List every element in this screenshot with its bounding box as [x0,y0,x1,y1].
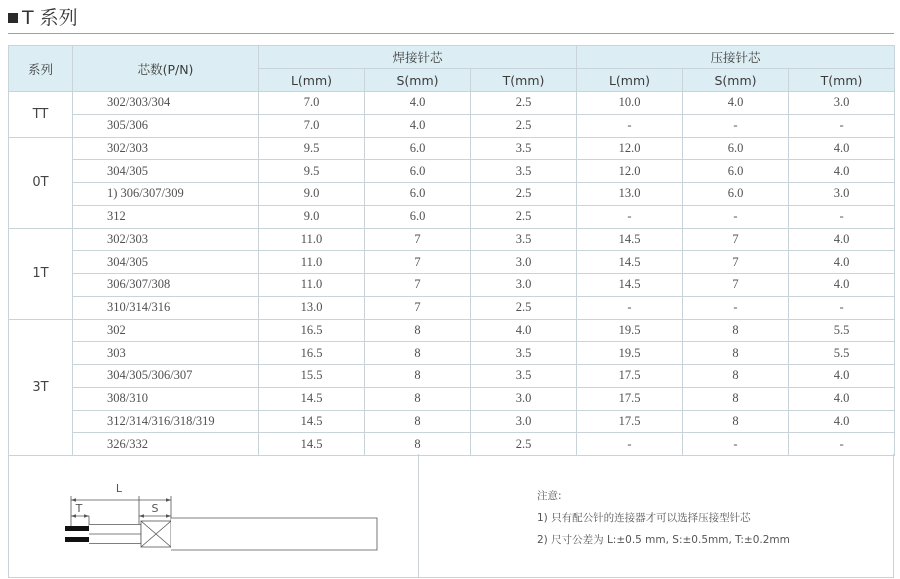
crimp-s-cell: - [683,433,789,456]
note-item: 1) 只有配公针的连接器才可以选择压接型针芯 [537,512,751,524]
solder-t-cell: 3.0 [471,410,577,433]
label-s: S [151,502,159,515]
table-row [9,410,895,433]
table-row [9,319,895,342]
pn-cell: 312/314/316/318/319 [73,410,259,433]
solder-t-cell: 3.5 [471,365,577,388]
header-crimp-t: T(mm) [789,69,895,92]
pn-cell: 1) 306/307/309 [73,183,259,206]
pn-cell: 312 [73,205,259,228]
solder-t-cell: 3.0 [471,251,577,274]
crimp-l-cell: - [577,114,683,137]
pn-cell: 305/306 [73,114,259,137]
crimp-l-cell: 14.5 [577,251,683,274]
crimp-l-cell: - [577,433,683,456]
pn-cell: 304/305 [73,251,259,274]
solder-t-cell: 2.5 [471,92,577,115]
solder-s-cell: 8 [365,365,471,388]
crimp-l-cell: 10.0 [577,92,683,115]
crimp-l-cell: 14.5 [577,228,683,251]
solder-s-cell: 8 [365,410,471,433]
table-row [9,137,895,160]
solder-t-cell: 3.5 [471,342,577,365]
crimp-t-cell: - [789,296,895,319]
crimp-s-cell: 8 [683,410,789,433]
solder-t-cell: 3.5 [471,228,577,251]
crimp-t-cell: 5.5 [789,319,895,342]
crimp-s-cell: 8 [683,319,789,342]
crimp-s-cell: - [683,205,789,228]
solder-l-cell: 16.5 [259,342,365,365]
crimp-t-cell: 4.0 [789,410,895,433]
pn-cell: 302/303 [73,137,259,160]
header-series: 系列 [9,46,73,92]
wire-pin-upper [65,526,91,531]
solder-l-cell: 14.5 [259,433,365,456]
pn-cell: 304/305/306/307 [73,365,259,388]
solder-t-cell: 2.5 [471,114,577,137]
solder-l-cell: 9.0 [259,205,365,228]
title-square-icon [8,13,18,23]
solder-l-cell: 9.0 [259,183,365,206]
solder-l-cell: 9.5 [259,160,365,183]
table-row [9,228,895,251]
header-solder-group: 焊接针芯 [259,46,577,69]
solder-t-cell: 2.5 [471,205,577,228]
solder-t-cell: 4.0 [471,319,577,342]
series-cell: 1T [9,228,73,319]
footer-divider [418,454,419,577]
crimp-t-cell: - [789,433,895,456]
table-row [9,387,895,410]
pn-cell: 310/314/316 [73,296,259,319]
series-cell: 3T [9,319,73,456]
title-divider [8,33,894,34]
crimp-s-cell: 7 [683,228,789,251]
solder-s-cell: 8 [365,319,471,342]
cable-jacket [171,518,377,550]
solder-s-cell: 8 [365,342,471,365]
crimp-t-cell: - [789,114,895,137]
crimp-s-cell: 8 [683,365,789,388]
solder-l-cell: 7.0 [259,92,365,115]
header-solder-l: L(mm) [259,69,365,92]
wire-pin-lower [65,537,91,542]
series-cell: TT [9,92,73,138]
table-row [9,274,895,297]
crimp-l-cell: 19.5 [577,342,683,365]
pn-cell: 326/332 [73,433,259,456]
table-row [9,251,895,274]
solder-l-cell: 13.0 [259,296,365,319]
solder-s-cell: 7 [365,296,471,319]
note-item: 2) 尺寸公差为 L:±0.5 mm, S:±0.5mm, T:±0.2mm [537,534,790,546]
solder-s-cell: 6.0 [365,137,471,160]
footer-panel [8,454,894,578]
solder-s-cell: 8 [365,387,471,410]
crimp-t-cell: 4.0 [789,160,895,183]
crimp-s-cell: 8 [683,342,789,365]
solder-l-cell: 7.0 [259,114,365,137]
solder-l-cell: 14.5 [259,387,365,410]
solder-s-cell: 6.0 [365,205,471,228]
solder-t-cell: 3.5 [471,160,577,183]
crimp-t-cell: 4.0 [789,228,895,251]
solder-s-cell: 8 [365,433,471,456]
crimp-s-cell: 7 [683,274,789,297]
solder-s-cell: 7 [365,228,471,251]
solder-l-cell: 11.0 [259,274,365,297]
label-l: L [115,482,123,495]
solder-t-cell: 2.5 [471,433,577,456]
crimp-s-cell: - [683,296,789,319]
pn-cell: 306/307/308 [73,274,259,297]
header-pn: 芯数(P/N) [73,46,259,92]
crimp-l-cell: 19.5 [577,319,683,342]
table-row [9,433,895,456]
crimp-l-cell: - [577,296,683,319]
solder-s-cell: 6.0 [365,160,471,183]
crimp-s-cell: - [683,114,789,137]
crimp-l-cell: 12.0 [577,160,683,183]
solder-t-cell: 3.0 [471,274,577,297]
dimension-diagram [49,474,389,574]
crimp-s-cell: 4.0 [683,92,789,115]
crimp-t-cell: - [789,205,895,228]
solder-t-cell: 2.5 [471,296,577,319]
crimp-l-cell: 17.5 [577,387,683,410]
crimp-t-cell: 4.0 [789,387,895,410]
table-row [9,205,895,228]
crimp-t-cell: 5.5 [789,342,895,365]
pn-cell: 308/310 [73,387,259,410]
header-solder-s: S(mm) [365,69,471,92]
solder-l-cell: 16.5 [259,319,365,342]
solder-t-cell: 2.5 [471,183,577,206]
crimp-l-cell: - [577,205,683,228]
table-row [9,114,895,137]
pn-cell: 304/305 [73,160,259,183]
notes-heading: 注意: [537,490,562,502]
pn-cell: 302/303 [73,228,259,251]
solder-l-cell: 11.0 [259,228,365,251]
crimp-t-cell: 3.0 [789,92,895,115]
solder-s-cell: 4.0 [365,114,471,137]
solder-s-cell: 7 [365,251,471,274]
crimp-s-cell: 6.0 [683,160,789,183]
crimp-t-cell: 3.0 [789,183,895,206]
crimp-l-cell: 14.5 [577,274,683,297]
table-row [9,365,895,388]
header-crimp-s: S(mm) [683,69,789,92]
solder-l-cell: 14.5 [259,410,365,433]
series-cell: 0T [9,137,73,228]
solder-s-cell: 6.0 [365,183,471,206]
solder-l-cell: 15.5 [259,365,365,388]
solder-l-cell: 11.0 [259,251,365,274]
table-row [9,160,895,183]
label-t: T [75,502,83,515]
page-title-text: T 系列 [22,7,78,29]
crimp-l-cell: 17.5 [577,365,683,388]
solder-t-cell: 3.5 [471,137,577,160]
crimp-s-cell: 7 [683,251,789,274]
table-row [9,296,895,319]
crimp-s-cell: 6.0 [683,183,789,206]
table-row [9,342,895,365]
crimp-s-cell: 8 [683,387,789,410]
header-solder-t: T(mm) [471,69,577,92]
table-row [9,92,895,115]
solder-s-cell: 4.0 [365,92,471,115]
spec-table [8,45,895,456]
solder-l-cell: 9.5 [259,137,365,160]
page-title [8,3,78,33]
crimp-s-cell: 6.0 [683,137,789,160]
crimp-t-cell: 4.0 [789,274,895,297]
solder-s-cell: 7 [365,274,471,297]
pn-cell: 302/303/304 [73,92,259,115]
table-row [9,183,895,206]
table-body [9,92,895,456]
crimp-t-cell: 4.0 [789,365,895,388]
header-crimp-group: 压接针芯 [577,46,895,69]
crimp-l-cell: 17.5 [577,410,683,433]
crimp-t-cell: 4.0 [789,137,895,160]
pn-cell: 303 [73,342,259,365]
crimp-l-cell: 13.0 [577,183,683,206]
header-crimp-l: L(mm) [577,69,683,92]
notes-panel [537,489,790,555]
crimp-l-cell: 12.0 [577,137,683,160]
solder-t-cell: 3.0 [471,387,577,410]
pn-cell: 302 [73,319,259,342]
crimp-t-cell: 4.0 [789,251,895,274]
